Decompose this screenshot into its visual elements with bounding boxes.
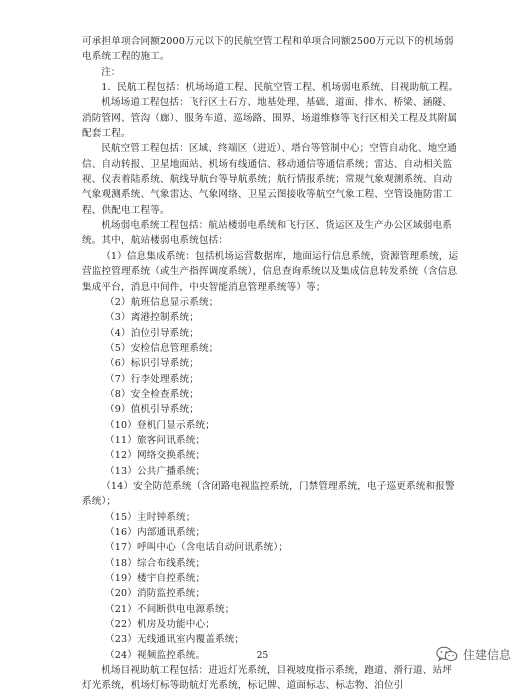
paragraph: （15）主时钟系统；	[105, 511, 196, 523]
paragraph: （10）登机门显示系统；	[105, 419, 215, 431]
paragraph: （5）安检信息管理系统；	[105, 342, 219, 354]
paragraph: （21）不间断供电电源系统；	[105, 603, 235, 615]
paragraph: （6）标识引导系统；	[105, 358, 199, 370]
paragraph: （17）呼叫中心（含电话自动问讯系统）；	[105, 542, 289, 554]
wechat-icon	[436, 646, 458, 663]
paragraph: 机场弱电系统工程包括：航站楼弱电系统和飞行区、货运区及生产办公区域弱电系统。其中，航站楼弱电系统包括：	[82, 220, 452, 247]
paragraph: 机场目视助航工程包括：进近灯光系统，目视坡度指示系统，跑道、滑行道、站坪灯光系统，机场灯标等助航灯光系统，标记牌、道面标志、标志物、泊位引	[82, 665, 452, 692]
paragraph: 注：	[101, 66, 121, 78]
paragraph: （24）视频监控系统。	[105, 649, 206, 661]
page-number: 25	[256, 651, 269, 661]
watermark-text: 住建信息	[462, 648, 511, 662]
paragraph: （19）楼宇自控系统；	[105, 573, 206, 585]
paragraph: （1）信息集成系统：包括机场运营数据库，地面运行信息系统，资源管理系统，运营监控管理系统（或生产指挥调度系统），信息查询系统以及集成信息转发系统（含信息集成平台，消息中间件，中央智能消息管理系统等）等；	[82, 250, 459, 293]
paragraph: （13）公共广播系统；	[105, 465, 206, 477]
paragraph: 机场场道工程包括：飞行区土石方、地基处理、基础、道面、排水、桥梁、涵隧、消防管网、管沟（廊）、服务车道、巡场路、围界、场道维修等飞行区相关工程及其附属配套工程。	[82, 97, 458, 140]
watermark	[436, 646, 511, 663]
paragraph: （7）行李处理系统；	[105, 373, 199, 385]
paragraph: （8）安全检查系统；	[105, 388, 199, 400]
paragraph: 1．民航工程包括：机场场道工程、民航空管工程、机场弱电系统、目视助航工程。	[101, 82, 459, 94]
paragraph: 民航空管工程包括：区域、终端区（进近）、塔台等管制中心；空管自动化、地空通信、自动转报、卫星地面站、机场有线通信、移动通信等通信系统；雷达、自动相关监视、仪表着陆系统、航线导航台等导航系统；航行情报系统；常规气象观测系统、自动气象观测系统、气象雷达、气象网络、卫星云图接收等航空气象工程、空管设施防雷工程、供配电工程等。	[82, 143, 457, 216]
paragraph: （2）航班信息显示系统；	[105, 296, 219, 308]
paragraph: （4）泊位引导系统；	[105, 327, 199, 339]
paragraph: （16）内部通讯系统；	[105, 527, 206, 538]
paragraph: （14）安全防范系统（含闭路电视监控系统，门禁管理系统，电子巡更系统和报警系统）；	[82, 480, 455, 508]
paragraph: （22）机房及功能中心；	[105, 619, 215, 631]
paragraph: （11）旅客问讯系统；	[105, 434, 206, 446]
document-body	[82, 34, 460, 694]
paragraph: （9）值机引导系统；	[105, 404, 199, 416]
paragraph: （23）无线通讯室内覆盖系统；	[105, 634, 245, 646]
paragraph: （3）离港控制系统；	[105, 312, 199, 324]
paragraph: （12）网络交换系统；	[105, 450, 206, 462]
paragraph: 可承担单项合同额2000万元以下的民航空管工程和单项合同额2500万元以下的机场弱电系统工程的施工。	[82, 36, 454, 63]
paragraph: （18）综合布线系统；	[105, 557, 206, 569]
paragraph: （20）消防监控系统；	[105, 588, 206, 600]
